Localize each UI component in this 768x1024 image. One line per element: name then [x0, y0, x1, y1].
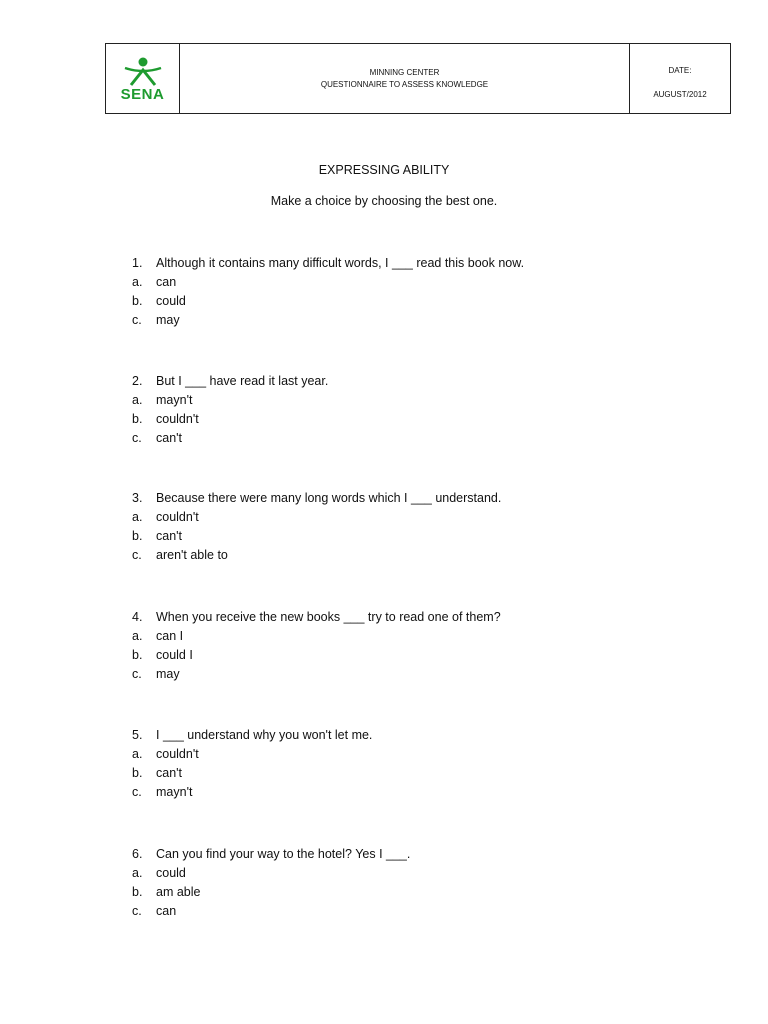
question-number: 4.: [132, 610, 143, 624]
question-3: [132, 489, 501, 565]
logo-text: SENA: [120, 85, 165, 103]
option-label: a.: [132, 629, 143, 643]
header-center: [180, 44, 630, 113]
option-label: a.: [132, 510, 143, 524]
option-label: b.: [132, 412, 143, 426]
question-number: 1.: [132, 256, 143, 270]
option-label: a.: [132, 275, 143, 289]
option-text: could: [156, 866, 186, 880]
logo-cell: [106, 44, 180, 113]
question-text: Because there were many long words which I ___ understand.: [156, 491, 502, 505]
option-label: a.: [132, 866, 143, 880]
page-title: EXPRESSING ABILITY: [318, 163, 450, 177]
question-number: 2.: [132, 374, 143, 388]
center-name: MINNING CENTER: [369, 67, 440, 77]
question-number: 5.: [132, 728, 143, 742]
option-text: mayn't: [156, 393, 193, 407]
question-text: But I ___ have read it last year.: [156, 374, 329, 388]
option-text: can't: [156, 431, 183, 445]
option-label: b.: [132, 648, 143, 662]
option-text: mayn't: [156, 785, 193, 799]
option-text: may: [156, 313, 180, 327]
option-label: c.: [132, 548, 142, 562]
question-number: 3.: [132, 491, 143, 505]
question-text: Although it contains many difficult words, I ___ read this book now.: [156, 256, 525, 270]
question-text: When you receive the new books ___ try to read one of them?: [156, 610, 501, 624]
question-6: [132, 845, 410, 921]
question-5: [132, 726, 372, 802]
question-2: [132, 372, 328, 448]
option-label: c.: [132, 431, 142, 445]
option-text: couldn't: [156, 412, 199, 426]
option-label: b.: [132, 885, 143, 899]
option-text: can't: [156, 529, 183, 543]
option-label: c.: [132, 667, 142, 681]
option-text: can: [156, 904, 177, 918]
option-label: b.: [132, 766, 143, 780]
option-text: am able: [156, 885, 201, 899]
option-text: couldn't: [156, 510, 199, 524]
option-text: could: [156, 294, 186, 308]
option-label: c.: [132, 785, 142, 799]
question-text: I ___ understand why you won't let me.: [156, 728, 373, 742]
document-header: [105, 43, 731, 114]
option-text: aren't able to: [156, 548, 228, 562]
question-number: 6.: [132, 847, 143, 861]
date-cell: [630, 44, 730, 113]
question-4: [132, 608, 501, 684]
question-1: [132, 254, 524, 330]
option-text: can't: [156, 766, 183, 780]
option-label: a.: [132, 747, 143, 761]
option-text: could I: [156, 648, 193, 662]
option-label: b.: [132, 529, 143, 543]
option-label: a.: [132, 393, 143, 407]
questionnaire-title: QUESTIONNAIRE TO ASSESS KNOWLEDGE: [320, 79, 489, 89]
option-label: b.: [132, 294, 143, 308]
option-text: can: [156, 275, 177, 289]
instruction-text: Make a choice by choosing the best one.: [270, 194, 498, 208]
option-label: c.: [132, 904, 142, 918]
sena-logo-icon: [121, 56, 165, 86]
question-text: Can you find your way to the hotel? Yes I ___.: [156, 847, 411, 861]
option-text: can I: [156, 629, 184, 643]
date-value: AUGUST/2012: [653, 90, 707, 100]
option-text: couldn't: [156, 747, 199, 761]
option-label: c.: [132, 313, 142, 327]
date-label: DATE:: [668, 65, 692, 75]
option-text: may: [156, 667, 180, 681]
